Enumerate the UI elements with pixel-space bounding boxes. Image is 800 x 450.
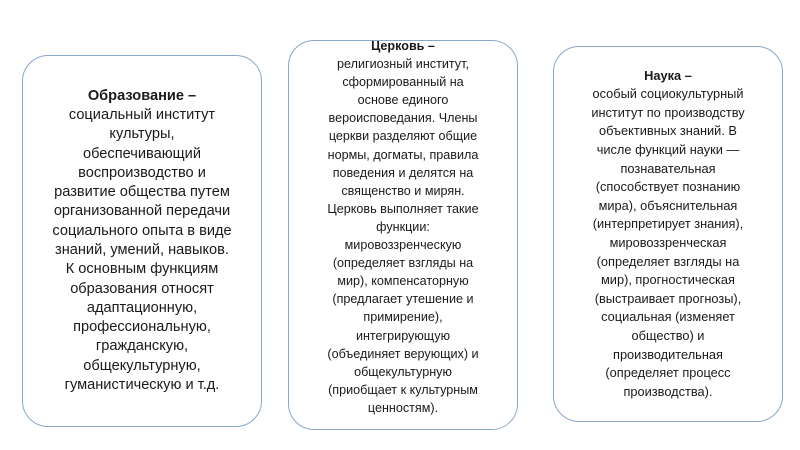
- science-text-line: познавательная: [620, 160, 716, 176]
- education-text-line: развитие общества путем: [54, 184, 230, 201]
- church-card-content: [327, 40, 478, 417]
- church-text-line: мир), компенсаторную: [337, 274, 469, 289]
- church-text-line: (объединяет верующих) и: [327, 346, 479, 361]
- church-text-line: (приобщает к культурным: [328, 382, 478, 397]
- church-text-line: сформированный на: [342, 75, 464, 90]
- science-card: [553, 46, 783, 422]
- church-text-line: основе единого: [357, 93, 449, 108]
- education-text-line: организованной передачи: [53, 203, 231, 220]
- church-text-line: ценностям).: [367, 400, 439, 415]
- science-text-line: социальная (изменяет: [601, 309, 735, 325]
- science-text-line: (интерпретирует знания),: [592, 216, 744, 232]
- church-text-line: Церковь выполняет такие: [327, 201, 479, 216]
- science-text-line: (способствует познанию: [595, 179, 741, 195]
- science-text-line: числе функций науки —: [596, 142, 740, 158]
- science-text-line: (выстраивает прогнозы),: [594, 290, 742, 306]
- education-text-line: обеспечивающий: [83, 145, 201, 162]
- church-text-line: (определяет взгляды на: [332, 256, 474, 271]
- science-text-line: объективных знаний. В: [599, 123, 737, 139]
- science-text-line: (определяет процесс: [605, 365, 731, 381]
- church-text-line: интегрирующую: [355, 328, 451, 343]
- church-title: Церковь –: [371, 40, 435, 53]
- science-text-line: производительная: [613, 346, 723, 362]
- science-text-line: общество) и: [631, 327, 705, 343]
- education-text-line: профессиональную,: [73, 319, 211, 336]
- education-text-line: гуманистическую и т.д.: [64, 377, 220, 394]
- education-text-line: социального опыта в виде: [52, 222, 232, 239]
- education-title: Образование –: [87, 87, 197, 104]
- science-text-line: мира), объяснительная: [598, 197, 738, 213]
- church-text-line: функции:: [376, 219, 430, 234]
- church-text-line: примирение),: [363, 310, 443, 325]
- education-text-line: культуры,: [109, 126, 175, 143]
- church-text-line: нормы, догматы, правила: [327, 147, 479, 162]
- science-card-content: [591, 67, 744, 402]
- science-text-line: мир), прогностическая: [601, 272, 735, 288]
- science-text-line: (определяет взгляды на: [596, 253, 740, 269]
- education-text-line: гражданскую,: [95, 338, 189, 355]
- education-card: [22, 55, 262, 427]
- education-text-line: К основным функциям: [65, 261, 219, 278]
- education-card-content: [52, 87, 231, 396]
- education-text-line: общекультурную,: [83, 357, 201, 374]
- education-text-line: адаптационную,: [86, 299, 198, 316]
- education-text-line: воспроизводство и: [78, 164, 206, 181]
- church-text-line: мировоззренческую: [344, 238, 462, 253]
- church-text-line: церкви разделяют общие: [328, 129, 478, 144]
- education-text-line: знаний, умений, навыков.: [55, 242, 229, 258]
- church-text-line: (предлагает утешение и: [332, 292, 474, 307]
- church-text-line: религиозный институт,: [337, 57, 469, 72]
- church-text-line: вероисповедания. Члены: [328, 111, 478, 126]
- science-text-line: мировоззренческая: [609, 235, 727, 250]
- science-text-line: производства).: [623, 383, 713, 399]
- education-text-line: социальный институт: [68, 106, 216, 123]
- church-text-line: священство и мирян.: [341, 183, 465, 198]
- science-text-line: особый социокультурный: [592, 86, 744, 102]
- church-text-line: общекультурную: [354, 364, 452, 379]
- church-text-line: поведения и делятся на: [332, 165, 474, 180]
- education-text-line: образования относят: [70, 280, 214, 297]
- church-card: [288, 40, 518, 430]
- science-text-line: институт по производству: [591, 104, 745, 120]
- science-title: Наука –: [644, 67, 692, 83]
